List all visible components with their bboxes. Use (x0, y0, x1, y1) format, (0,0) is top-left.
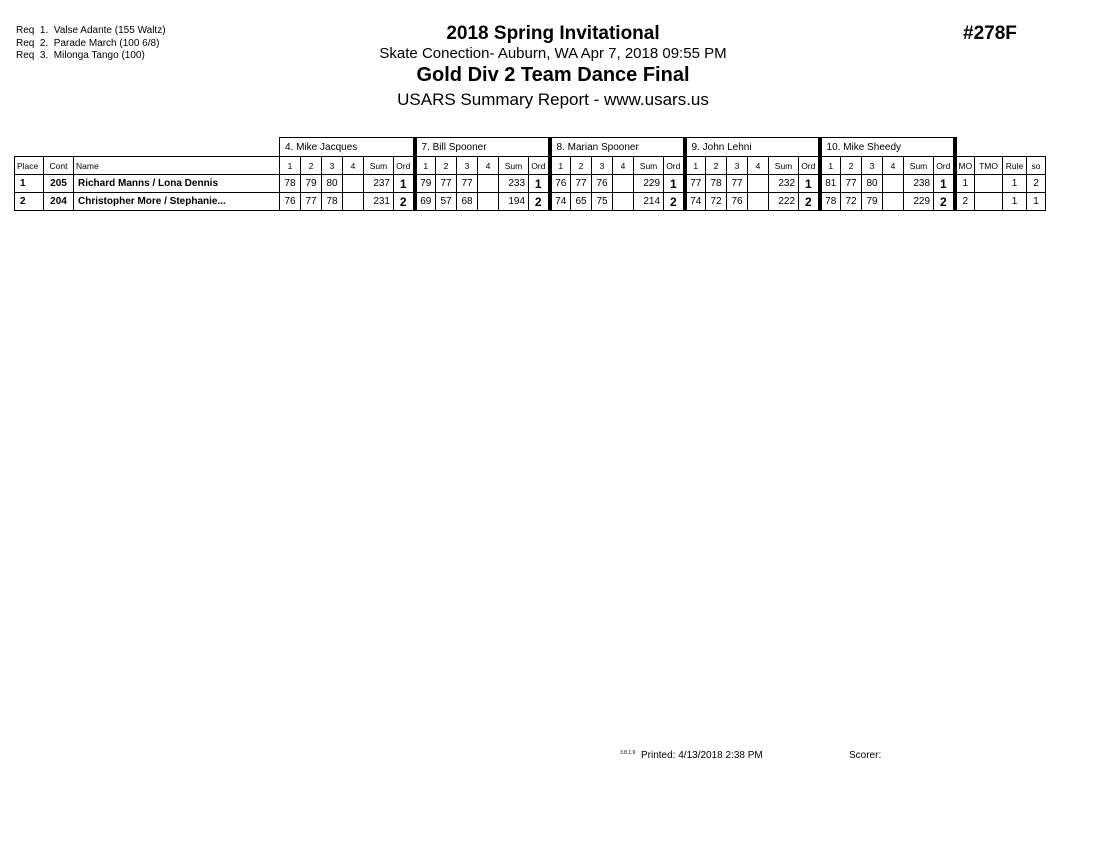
score-dance-4 (613, 175, 634, 193)
col-header-dance-4: 4 (883, 157, 904, 175)
ordinal-cell: 1 (529, 175, 550, 193)
contestant-number-cell: 204 (44, 193, 74, 211)
table-row (15, 193, 1046, 211)
col-header-dance-4: 4 (748, 157, 769, 175)
score-dance-4 (748, 193, 769, 211)
col-header-dance-3: 3 (862, 157, 883, 175)
score-dance-3: 76 (592, 175, 613, 193)
col-header-dance-4: 4 (343, 157, 364, 175)
score-sum: 232 (769, 175, 799, 193)
score-dance-2: 78 (706, 175, 727, 193)
judge-name: 10. Mike Sheedy (820, 138, 955, 157)
col-header-place: Place (15, 157, 44, 175)
score-sum: 237 (364, 175, 394, 193)
score-dance-3: 78 (322, 193, 343, 211)
judge-name: 8. Marian Spooner (550, 138, 685, 157)
score-dance-3: 68 (457, 193, 478, 211)
col-header-sum: Sum (634, 157, 664, 175)
col-header-sum: Sum (904, 157, 934, 175)
score-dance-2: 72 (841, 193, 862, 211)
score-dance-2: 65 (571, 193, 592, 211)
score-dance-3: 77 (727, 175, 748, 193)
col-header-sum: Sum (769, 157, 799, 175)
ordinal-cell: 1 (799, 175, 820, 193)
tmo-cell (975, 193, 1003, 211)
contestant-name-cell: Richard Manns / Lona Dennis (74, 175, 280, 193)
col-header-name: Name (74, 157, 280, 175)
col-header-dance-2: 2 (841, 157, 862, 175)
col-header-dance-4: 4 (613, 157, 634, 175)
score-dance-3: 80 (322, 175, 343, 193)
score-dance-1: 78 (820, 193, 841, 211)
col-header-dance-2: 2 (301, 157, 322, 175)
score-dance-1: 77 (685, 175, 706, 193)
event-title: Gold Div 2 Team Dance Final (416, 64, 690, 86)
printed-label: Printed: 4/13/2018 2:38 PM (641, 750, 763, 761)
ordinal-cell: 2 (799, 193, 820, 211)
col-header-dance-4: 4 (478, 157, 499, 175)
score-sum: 229 (634, 175, 664, 193)
rule-cell: 1 (1003, 193, 1027, 211)
score-dance-3: 79 (862, 193, 883, 211)
col-header-dance-2: 2 (436, 157, 457, 175)
score-dance-1: 69 (415, 193, 436, 211)
report-title: USARS Summary Report - www.usars.us (397, 90, 709, 109)
score-dance-1: 74 (550, 193, 571, 211)
score-dance-4 (478, 175, 499, 193)
mo-cell: 2 (955, 193, 975, 211)
requirement-3: Req 3. Milonga Tango (100) (16, 50, 145, 61)
score-dance-2: 77 (841, 175, 862, 193)
score-dance-2: 57 (436, 193, 457, 211)
report-id: #278F (963, 23, 1017, 44)
judge-name: 9. John Lehni (685, 138, 820, 157)
score-dance-3: 76 (727, 193, 748, 211)
col-header-dance-1: 1 (820, 157, 841, 175)
score-dance-1: 78 (280, 175, 301, 193)
col-header-dance-2: 2 (571, 157, 592, 175)
ordinal-cell: 1 (664, 175, 685, 193)
col-header-dance-1: 1 (685, 157, 706, 175)
score-dance-4 (748, 175, 769, 193)
ordinal-cell: 2 (529, 193, 550, 211)
judge-name: 4. Mike Jacques (280, 138, 415, 157)
col-header-dance-3: 3 (727, 157, 748, 175)
rule-cell: 1 (1003, 175, 1027, 193)
score-dance-4 (478, 193, 499, 211)
score-sum: 214 (634, 193, 664, 211)
col-header-sum: Sum (364, 157, 394, 175)
requirement-1: Req 1. Valse Adante (155 Waltz) (16, 25, 166, 36)
col-header-ord: Ord (529, 157, 550, 175)
table-row (15, 175, 1046, 193)
version-label: 3.8.1.9 (620, 750, 636, 756)
score-dance-1: 81 (820, 175, 841, 193)
mo-cell: 1 (955, 175, 975, 193)
col-header-ord: Ord (934, 157, 955, 175)
score-dance-4 (883, 193, 904, 211)
score-dance-4 (343, 193, 364, 211)
col-header-tmo: TMO (975, 157, 1003, 175)
score-dance-1: 76 (280, 193, 301, 211)
score-dance-2: 77 (301, 193, 322, 211)
col-header-rule: Rule (1003, 157, 1027, 175)
score-sum: 233 (499, 175, 529, 193)
col-header-ord: Ord (394, 157, 415, 175)
col-header-dance-3: 3 (322, 157, 343, 175)
col-header-dance-1: 1 (550, 157, 571, 175)
col-header-dance-1: 1 (415, 157, 436, 175)
col-header-dance-3: 3 (457, 157, 478, 175)
score-dance-1: 76 (550, 175, 571, 193)
score-dance-3: 75 (592, 193, 613, 211)
score-dance-2: 79 (301, 175, 322, 193)
place-cell: 2 (15, 193, 44, 211)
requirement-2: Req 2. Parade March (100 6/8) (16, 37, 160, 49)
scorer-label: Scorer: (849, 750, 882, 761)
header-spacer (955, 138, 1046, 157)
competition-title: 2018 Spring Invitational (446, 23, 660, 44)
score-dance-4 (883, 175, 904, 193)
contestant-number-cell: 205 (44, 175, 74, 193)
score-dance-1: 79 (415, 175, 436, 193)
score-dance-2: 72 (706, 193, 727, 211)
so-cell: 2 (1027, 175, 1046, 193)
score-dance-1: 74 (685, 193, 706, 211)
ordinal-cell: 2 (664, 193, 685, 211)
score-sum: 222 (769, 193, 799, 211)
header-spacer (15, 138, 280, 157)
score-dance-4 (343, 175, 364, 193)
score-sum: 194 (499, 193, 529, 211)
venue-line: Skate Conection- Auburn, WA Apr 7, 2018 09:55 PM (379, 45, 727, 62)
tmo-cell (975, 175, 1003, 193)
requirements-list (16, 25, 166, 63)
col-header-ord: Ord (799, 157, 820, 175)
score-sum: 238 (904, 175, 934, 193)
col-header-sum: Sum (499, 157, 529, 175)
so-cell: 1 (1027, 193, 1046, 211)
ordinal-cell: 2 (934, 193, 955, 211)
col-header-dance-1: 1 (280, 157, 301, 175)
ordinal-cell: 1 (394, 175, 415, 193)
col-header-dance-2: 2 (706, 157, 727, 175)
col-header-dance-3: 3 (592, 157, 613, 175)
score-sum: 229 (904, 193, 934, 211)
col-header-cont: Cont (44, 157, 74, 175)
ordinal-cell: 2 (394, 193, 415, 211)
summary-table (14, 137, 1046, 211)
col-header-ord: Ord (664, 157, 685, 175)
col-header-so: so (1027, 157, 1046, 175)
score-dance-2: 77 (436, 175, 457, 193)
score-dance-4 (613, 193, 634, 211)
contestant-name-cell: Christopher More / Stephanie... (74, 193, 280, 211)
score-sum: 231 (364, 193, 394, 211)
judge-name: 7. Bill Spooner (415, 138, 550, 157)
score-dance-2: 77 (571, 175, 592, 193)
col-header-mo: MO (955, 157, 975, 175)
score-dance-3: 77 (457, 175, 478, 193)
ordinal-cell: 1 (934, 175, 955, 193)
place-cell: 1 (15, 175, 44, 193)
score-dance-3: 80 (862, 175, 883, 193)
